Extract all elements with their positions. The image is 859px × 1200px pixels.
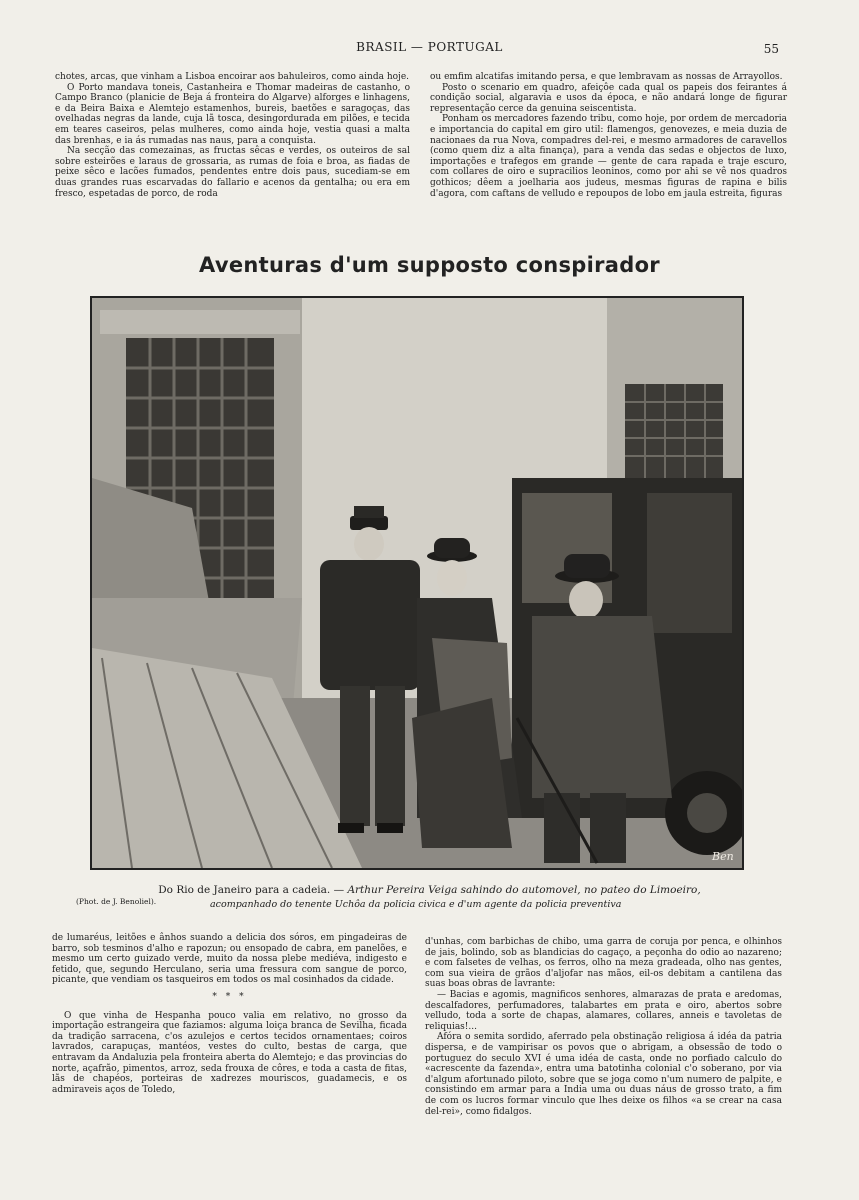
paragraph: Na secção das comezainas, as fructas sêcas e verdes, os outeiros de sal sobre esteirões e laraus de grossaria, as rumas de foia e broa, as fiadas de peixe sêco e lacões fumados, pendentes entre dois paus, sucediam-se em duas grandes ruas escarvadas do fallario e acenos da gentalha; ou era em fresco, espetadas de porco, de roda — [55, 146, 410, 199]
paragraph: Afóra o semita sordido, aferrado pela obstinação religiosa á idéa da patria dispersa, e de vampirisar os povos que o abrigam, a obsessão de todo o portuguez do seculo XVI é uma idéa de casta, onde no porfiado calculo do «acrescente da fazenda», entra uma batotinha colonial c'o soberano, por via d'algum afortunado piloto, sobre que se joga como n'um numero de palpite, e consistindo em armar para a India uma ou duas náus de grosso trato, a fim de com os lucros formar vinculo que lhes deixe os filhos «a se crear na casa del-rei», como fidalgos. — [425, 1032, 782, 1117]
paragraph: Ponham os mercadores fazendo tribu, como hoje, por ordem de mercadoria e importancia do capital em giro util: flamengos, genovezes, e meia duzia de nacionaes da rua Nova, compadres del-rei, e mesmo armadores de caravellos (como quem diz a alta finança), para a venda das sedas e objectos de luxo, importações e trafegos em grande — gente de cara rapada e traje escuro, com collares de oiro e supracilios leoninos, como por ahi se vê nos quadros gothicos; dêem a joelharia aos judeus, mesmas figuras de rapina e bilis d'agora, com caftans de velludo e repoupos de lobo em jaula estreita, figuras — [430, 114, 788, 199]
article-headline: Aventuras d'um supposto conspirador — [199, 253, 660, 277]
caption-description: Arthur Pereira Veiga sahindo do automovel, no pateo do Limoeiro, — [347, 884, 701, 896]
photo-credit: (Phot. de J. Benoliel). — [76, 897, 157, 906]
running-head: BRASIL — PORTUGAL — [356, 40, 503, 54]
news-photograph — [90, 296, 744, 870]
section-break: * * * — [212, 991, 247, 1002]
column-bottom-right — [425, 937, 782, 1117]
paragraph: O Porto mandava toneis, Castanheira e Thomar madeiras de castanho, o Campo Branco (planicie de Beja á fronteira do Algarve) alforges e linhagens, e da Beira Baixa e Alemtejo estamenhos, bureis, baetões e saragoças, das ovelhadas negras da lande, cuja lã tosca, desingordurada em pilões, e tecida em teares caseiros, pelas mulheres, como ainda hoje, vestia quasi a malta das brenhas, e ia ás rumadas nas naus, para a conquista. — [55, 82, 410, 146]
photo-illustration — [92, 298, 742, 868]
paragraph: O que vinha de Hespanha pouco valia em relativo, no grosso da importação estrangeira que faziamos: alguma loiça branca de Sevilha, ficada da tradição sarracena, c'os azulejos e certos tecidos ornamentaes; coiros lavrados, carapuças, mantéos, vestes do culto, bestas de carga, que entravam da Andaluzia pela fronteira aberta do Alemtejo; e das provincias do norte, açafrão, pimentos, arroz, seda frouxa de côres, e toda a casta de fitas, lãs de chapéos, porteiras de xadrezes mouriscos, guadamecis, e os admiraveis aços de Toledo, — [52, 1010, 407, 1095]
caption-lead: Do Rio de Janeiro para a cadeia. — — [158, 884, 345, 896]
caption-continuation: acompanhado do tenente Uchôa da policia civica e d'um agente da policia preventiva — [210, 899, 622, 910]
column-top-left — [55, 72, 410, 199]
paragraph: chotes, arcas, que vinham a Lisboa encoirar aos bahuleiros, como ainda hoje. — [55, 72, 410, 82]
page-number: 55 — [763, 42, 779, 56]
paragraph: — Bacias e agomis, magnificos senhores, almarazas de prata e aredomas, descalfadores, perfumadores, talabartes em prata e oiro, abertos sobre velludo, toda a sorte de chapas, alamares, collares, anneis e tavoletas de reliquias!... — [425, 989, 782, 1032]
photo-caption — [0, 884, 859, 896]
paragraph: ou emfim alcatifas imitando persa, e que lembravam as nossas de Arrayollos. — [430, 72, 783, 82]
paragraph: de lumaréus, leitões e ânhos suando a delicia dos sóros, em pingadeiras de barro, sob tesminos d'alho e rapozun; ou ensopado de cabra, em panelões, e mesmo um certo guizado verde, muito da nossa plebe mediéva, indigesto e fetido, que, segundo Herculano, seria uma fressura com sangue de porco, picante, que vendiam os tasqueiros em todos os mal cosinhados da cidade. — [52, 933, 407, 986]
column-top-right — [430, 72, 787, 199]
paragraph: Posto o scenario em quadro, afeiçôe cada qual os papeis dos feirantes á condição social, algaravia e usos da época, e não andará longe de figurar representação cerce da genuina seiscentista. — [430, 82, 787, 114]
photo-signature: Ben — [712, 850, 734, 863]
column-bottom-left — [52, 933, 407, 1095]
paragraph: d'unhas, com barbichas de chibo, uma garra de coruja por penca, e olhinhos de jais, bolindo, sob as blandicias do cagaço, a peçonha do odio ao nazareno; e com falsetes de velhas, os ferros, olho na meza gradeada, olho nas gentes, com sua vieira de grãos d'aljofar nas mãos, eil-os debitam a cantilena das suas boas obras de lavrante: — [425, 937, 782, 990]
